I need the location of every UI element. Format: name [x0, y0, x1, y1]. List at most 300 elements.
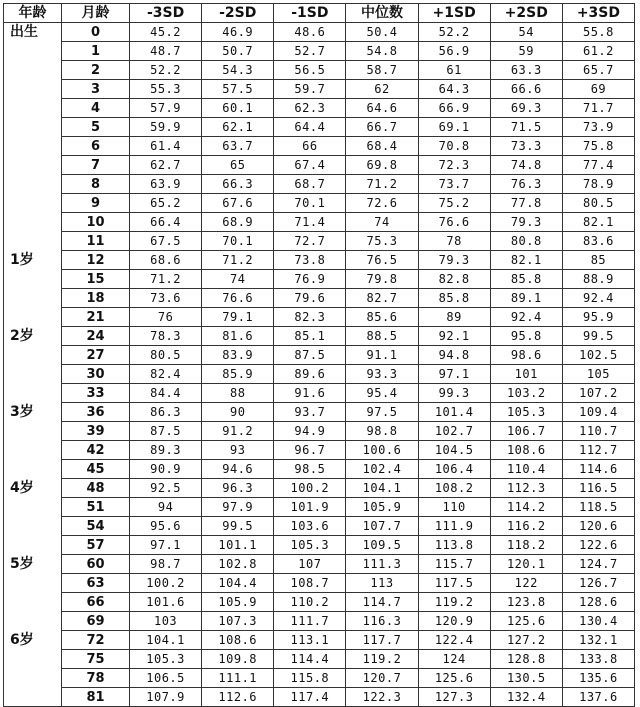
plus-3sd-cell: 118.5 [562, 498, 634, 517]
plus-1sd-cell: 75.2 [418, 194, 490, 213]
minus-2sd-cell: 76.6 [202, 289, 274, 308]
header-age: 年龄 [4, 4, 62, 23]
plus-2sd-cell: 130.5 [490, 669, 562, 688]
minus-3sd-cell: 62.7 [130, 156, 202, 175]
plus-3sd-cell: 78.9 [562, 175, 634, 194]
plus-3sd-cell: 114.6 [562, 460, 634, 479]
plus-2sd-cell: 105.3 [490, 403, 562, 422]
plus-1sd-cell: 120.9 [418, 612, 490, 631]
median-cell: 50.4 [346, 23, 418, 42]
year-cell [4, 213, 62, 232]
minus-1sd-cell: 48.6 [274, 23, 346, 42]
minus-2sd-cell: 88 [202, 384, 274, 403]
plus-3sd-cell: 61.2 [562, 42, 634, 61]
month-cell: 9 [62, 194, 130, 213]
minus-3sd-cell: 80.5 [130, 346, 202, 365]
median-cell: 91.1 [346, 346, 418, 365]
median-cell: 109.5 [346, 536, 418, 555]
month-cell: 78 [62, 669, 130, 688]
month-cell: 39 [62, 422, 130, 441]
month-cell: 7 [62, 156, 130, 175]
minus-2sd-cell: 109.8 [202, 650, 274, 669]
plus-1sd-cell: 70.8 [418, 137, 490, 156]
plus-2sd-cell: 95.8 [490, 327, 562, 346]
minus-3sd-cell: 101.6 [130, 593, 202, 612]
plus-3sd-cell: 124.7 [562, 555, 634, 574]
minus-3sd-cell: 103 [130, 612, 202, 631]
minus-2sd-cell: 46.9 [202, 23, 274, 42]
year-cell [4, 593, 62, 612]
month-cell: 69 [62, 612, 130, 631]
minus-3sd-cell: 86.3 [130, 403, 202, 422]
month-cell: 72 [62, 631, 130, 650]
year-cell: 3岁 [4, 403, 62, 422]
minus-2sd-cell: 50.7 [202, 42, 274, 61]
month-cell: 60 [62, 555, 130, 574]
median-cell: 64.6 [346, 99, 418, 118]
plus-2sd-cell: 101 [490, 365, 562, 384]
month-cell: 45 [62, 460, 130, 479]
median-cell: 104.1 [346, 479, 418, 498]
median-cell: 85.6 [346, 308, 418, 327]
minus-1sd-cell: 105.3 [274, 536, 346, 555]
plus-3sd-cell: 126.7 [562, 574, 634, 593]
minus-3sd-cell: 65.2 [130, 194, 202, 213]
plus-2sd-cell: 125.6 [490, 612, 562, 631]
table-row [4, 631, 635, 650]
plus-1sd-cell: 73.7 [418, 175, 490, 194]
table-row [4, 384, 635, 403]
plus-3sd-cell: 109.4 [562, 403, 634, 422]
minus-1sd-cell: 56.5 [274, 61, 346, 80]
plus-1sd-cell: 124 [418, 650, 490, 669]
minus-3sd-cell: 48.7 [130, 42, 202, 61]
minus-2sd-cell: 63.7 [202, 137, 274, 156]
table-row [4, 289, 635, 308]
year-cell [4, 460, 62, 479]
month-cell: 12 [62, 251, 130, 270]
plus-3sd-cell: 80.5 [562, 194, 634, 213]
minus-3sd-cell: 104.1 [130, 631, 202, 650]
month-cell: 36 [62, 403, 130, 422]
plus-2sd-cell: 114.2 [490, 498, 562, 517]
plus-2sd-cell: 76.3 [490, 175, 562, 194]
minus-1sd-cell: 66 [274, 137, 346, 156]
minus-2sd-cell: 90 [202, 403, 274, 422]
month-cell: 63 [62, 574, 130, 593]
plus-2sd-cell: 85.8 [490, 270, 562, 289]
median-cell: 82.7 [346, 289, 418, 308]
median-cell: 114.7 [346, 593, 418, 612]
plus-2sd-cell: 106.7 [490, 422, 562, 441]
month-cell: 10 [62, 213, 130, 232]
minus-2sd-cell: 99.5 [202, 517, 274, 536]
year-cell [4, 536, 62, 555]
plus-1sd-cell: 111.9 [418, 517, 490, 536]
minus-1sd-cell: 87.5 [274, 346, 346, 365]
plus-1sd-cell: 89 [418, 308, 490, 327]
plus-3sd-cell: 120.6 [562, 517, 634, 536]
median-cell: 88.5 [346, 327, 418, 346]
month-cell: 1 [62, 42, 130, 61]
minus-3sd-cell: 95.6 [130, 517, 202, 536]
median-cell: 105.9 [346, 498, 418, 517]
median-cell: 58.7 [346, 61, 418, 80]
median-cell: 74 [346, 213, 418, 232]
minus-3sd-cell: 59.9 [130, 118, 202, 137]
median-cell: 117.7 [346, 631, 418, 650]
minus-1sd-cell: 94.9 [274, 422, 346, 441]
minus-2sd-cell: 79.1 [202, 308, 274, 327]
plus-3sd-cell: 130.4 [562, 612, 634, 631]
minus-3sd-cell: 78.3 [130, 327, 202, 346]
minus-1sd-cell: 101.9 [274, 498, 346, 517]
minus-3sd-cell: 73.6 [130, 289, 202, 308]
minus-1sd-cell: 70.1 [274, 194, 346, 213]
minus-3sd-cell: 55.3 [130, 80, 202, 99]
year-cell [4, 422, 62, 441]
month-cell: 57 [62, 536, 130, 555]
header-median: 中位数 [346, 4, 418, 23]
plus-3sd-cell: 77.4 [562, 156, 634, 175]
plus-2sd-cell: 66.6 [490, 80, 562, 99]
plus-2sd-cell: 59 [490, 42, 562, 61]
plus-1sd-cell: 52.2 [418, 23, 490, 42]
minus-2sd-cell: 94.6 [202, 460, 274, 479]
plus-2sd-cell: 82.1 [490, 251, 562, 270]
median-cell: 97.5 [346, 403, 418, 422]
year-cell [4, 574, 62, 593]
minus-1sd-cell: 89.6 [274, 365, 346, 384]
plus-3sd-cell: 95.9 [562, 308, 634, 327]
minus-2sd-cell: 104.4 [202, 574, 274, 593]
table-row [4, 669, 635, 688]
year-cell: 6岁 [4, 631, 62, 650]
year-cell [4, 289, 62, 308]
minus-3sd-cell: 84.4 [130, 384, 202, 403]
table-row [4, 346, 635, 365]
year-cell: 4岁 [4, 479, 62, 498]
plus-3sd-cell: 99.5 [562, 327, 634, 346]
plus-3sd-cell: 102.5 [562, 346, 634, 365]
table-row [4, 365, 635, 384]
table-row [4, 441, 635, 460]
plus-1sd-cell: 69.1 [418, 118, 490, 137]
plus-3sd-cell: 132.1 [562, 631, 634, 650]
minus-1sd-cell: 71.4 [274, 213, 346, 232]
plus-1sd-cell: 99.3 [418, 384, 490, 403]
minus-1sd-cell: 96.7 [274, 441, 346, 460]
table-row [4, 194, 635, 213]
median-cell: 66.7 [346, 118, 418, 137]
month-cell: 3 [62, 80, 130, 99]
plus-2sd-cell: 128.8 [490, 650, 562, 669]
plus-2sd-cell: 122 [490, 574, 562, 593]
minus-2sd-cell: 71.2 [202, 251, 274, 270]
plus-1sd-cell: 56.9 [418, 42, 490, 61]
table-row [4, 42, 635, 61]
plus-3sd-cell: 88.9 [562, 270, 634, 289]
plus-2sd-cell: 92.4 [490, 308, 562, 327]
median-cell: 71.2 [346, 175, 418, 194]
table-row [4, 612, 635, 631]
median-cell: 113 [346, 574, 418, 593]
minus-3sd-cell: 105.3 [130, 650, 202, 669]
plus-3sd-cell: 85 [562, 251, 634, 270]
median-cell: 107.7 [346, 517, 418, 536]
month-cell: 51 [62, 498, 130, 517]
plus-2sd-cell: 132.4 [490, 688, 562, 707]
plus-2sd-cell: 74.8 [490, 156, 562, 175]
plus-3sd-cell: 135.6 [562, 669, 634, 688]
header-row [4, 4, 635, 23]
plus-1sd-cell: 64.3 [418, 80, 490, 99]
median-cell: 98.8 [346, 422, 418, 441]
month-cell: 27 [62, 346, 130, 365]
minus-2sd-cell: 112.6 [202, 688, 274, 707]
minus-2sd-cell: 93 [202, 441, 274, 460]
header-minus-2sd: -2SD [202, 4, 274, 23]
plus-3sd-cell: 65.7 [562, 61, 634, 80]
plus-1sd-cell: 122.4 [418, 631, 490, 650]
month-cell: 11 [62, 232, 130, 251]
year-cell: 1岁 [4, 251, 62, 270]
minus-2sd-cell: 107.3 [202, 612, 274, 631]
year-cell [4, 441, 62, 460]
month-cell: 21 [62, 308, 130, 327]
minus-3sd-cell: 90.9 [130, 460, 202, 479]
table-row [4, 555, 635, 574]
minus-2sd-cell: 65 [202, 156, 274, 175]
year-cell [4, 365, 62, 384]
month-cell: 6 [62, 137, 130, 156]
year-cell [4, 688, 62, 707]
median-cell: 72.6 [346, 194, 418, 213]
minus-3sd-cell: 92.5 [130, 479, 202, 498]
table-row [4, 213, 635, 232]
plus-3sd-cell: 75.8 [562, 137, 634, 156]
plus-2sd-cell: 110.4 [490, 460, 562, 479]
minus-2sd-cell: 62.1 [202, 118, 274, 137]
year-cell [4, 99, 62, 118]
plus-1sd-cell: 127.3 [418, 688, 490, 707]
minus-3sd-cell: 97.1 [130, 536, 202, 555]
minus-1sd-cell: 98.5 [274, 460, 346, 479]
minus-1sd-cell: 91.6 [274, 384, 346, 403]
plus-3sd-cell: 82.1 [562, 213, 634, 232]
median-cell: 111.3 [346, 555, 418, 574]
minus-3sd-cell: 98.7 [130, 555, 202, 574]
minus-1sd-cell: 113.1 [274, 631, 346, 650]
minus-2sd-cell: 57.5 [202, 80, 274, 99]
plus-1sd-cell: 97.1 [418, 365, 490, 384]
year-cell [4, 137, 62, 156]
year-cell [4, 612, 62, 631]
month-cell: 54 [62, 517, 130, 536]
minus-3sd-cell: 82.4 [130, 365, 202, 384]
minus-1sd-cell: 62.3 [274, 99, 346, 118]
table-row [4, 517, 635, 536]
minus-1sd-cell: 64.4 [274, 118, 346, 137]
month-cell: 18 [62, 289, 130, 308]
minus-3sd-cell: 71.2 [130, 270, 202, 289]
median-cell: 119.2 [346, 650, 418, 669]
plus-1sd-cell: 66.9 [418, 99, 490, 118]
table-row [4, 403, 635, 422]
plus-2sd-cell: 71.5 [490, 118, 562, 137]
minus-1sd-cell: 100.2 [274, 479, 346, 498]
plus-3sd-cell: 69 [562, 80, 634, 99]
table-row [4, 61, 635, 80]
year-cell [4, 384, 62, 403]
year-cell [4, 175, 62, 194]
plus-1sd-cell: 117.5 [418, 574, 490, 593]
minus-2sd-cell: 67.6 [202, 194, 274, 213]
month-cell: 4 [62, 99, 130, 118]
median-cell: 122.3 [346, 688, 418, 707]
minus-3sd-cell: 100.2 [130, 574, 202, 593]
table-row [4, 574, 635, 593]
header-month-age: 月龄 [62, 4, 130, 23]
median-cell: 102.4 [346, 460, 418, 479]
plus-2sd-cell: 118.2 [490, 536, 562, 555]
median-cell: 79.8 [346, 270, 418, 289]
minus-3sd-cell: 63.9 [130, 175, 202, 194]
plus-3sd-cell: 137.6 [562, 688, 634, 707]
plus-1sd-cell: 113.8 [418, 536, 490, 555]
median-cell: 62 [346, 80, 418, 99]
table-row [4, 498, 635, 517]
plus-3sd-cell: 110.7 [562, 422, 634, 441]
plus-1sd-cell: 85.8 [418, 289, 490, 308]
plus-2sd-cell: 108.6 [490, 441, 562, 460]
minus-1sd-cell: 111.7 [274, 612, 346, 631]
year-cell [4, 61, 62, 80]
minus-2sd-cell: 54.3 [202, 61, 274, 80]
minus-2sd-cell: 102.8 [202, 555, 274, 574]
minus-2sd-cell: 101.1 [202, 536, 274, 555]
plus-2sd-cell: 69.3 [490, 99, 562, 118]
plus-1sd-cell: 76.6 [418, 213, 490, 232]
minus-3sd-cell: 76 [130, 308, 202, 327]
table-row [4, 23, 635, 42]
year-cell [4, 42, 62, 61]
minus-2sd-cell: 81.6 [202, 327, 274, 346]
table-row [4, 422, 635, 441]
year-cell [4, 232, 62, 251]
plus-3sd-cell: 133.8 [562, 650, 634, 669]
plus-3sd-cell: 116.5 [562, 479, 634, 498]
minus-2sd-cell: 108.6 [202, 631, 274, 650]
median-cell: 75.3 [346, 232, 418, 251]
plus-2sd-cell: 123.8 [490, 593, 562, 612]
minus-2sd-cell: 74 [202, 270, 274, 289]
median-cell: 93.3 [346, 365, 418, 384]
table-row [4, 688, 635, 707]
table-row [4, 156, 635, 175]
minus-1sd-cell: 76.9 [274, 270, 346, 289]
plus-2sd-cell: 63.3 [490, 61, 562, 80]
year-cell [4, 156, 62, 175]
minus-3sd-cell: 61.4 [130, 137, 202, 156]
median-cell: 95.4 [346, 384, 418, 403]
median-cell: 76.5 [346, 251, 418, 270]
plus-2sd-cell: 73.3 [490, 137, 562, 156]
header-plus-3sd: +3SD [562, 4, 634, 23]
month-cell: 0 [62, 23, 130, 42]
minus-2sd-cell: 66.3 [202, 175, 274, 194]
year-cell [4, 517, 62, 536]
plus-2sd-cell: 79.3 [490, 213, 562, 232]
plus-1sd-cell: 108.2 [418, 479, 490, 498]
minus-3sd-cell: 87.5 [130, 422, 202, 441]
plus-3sd-cell: 122.6 [562, 536, 634, 555]
growth-standard-table [3, 3, 635, 707]
minus-3sd-cell: 89.3 [130, 441, 202, 460]
median-cell: 100.6 [346, 441, 418, 460]
minus-3sd-cell: 45.2 [130, 23, 202, 42]
plus-2sd-cell: 116.2 [490, 517, 562, 536]
minus-1sd-cell: 108.7 [274, 574, 346, 593]
plus-2sd-cell: 80.8 [490, 232, 562, 251]
plus-3sd-cell: 71.7 [562, 99, 634, 118]
month-cell: 66 [62, 593, 130, 612]
table-row [4, 593, 635, 612]
minus-3sd-cell: 106.5 [130, 669, 202, 688]
table-body [4, 23, 635, 707]
month-cell: 24 [62, 327, 130, 346]
minus-2sd-cell: 60.1 [202, 99, 274, 118]
minus-2sd-cell: 85.9 [202, 365, 274, 384]
plus-2sd-cell: 98.6 [490, 346, 562, 365]
minus-1sd-cell: 73.8 [274, 251, 346, 270]
plus-3sd-cell: 107.2 [562, 384, 634, 403]
plus-1sd-cell: 125.6 [418, 669, 490, 688]
table-row [4, 137, 635, 156]
plus-1sd-cell: 110 [418, 498, 490, 517]
minus-1sd-cell: 52.7 [274, 42, 346, 61]
minus-1sd-cell: 68.7 [274, 175, 346, 194]
minus-1sd-cell: 117.4 [274, 688, 346, 707]
plus-3sd-cell: 105 [562, 365, 634, 384]
plus-1sd-cell: 115.7 [418, 555, 490, 574]
plus-2sd-cell: 54 [490, 23, 562, 42]
year-cell [4, 194, 62, 213]
year-cell: 5岁 [4, 555, 62, 574]
year-cell [4, 346, 62, 365]
plus-3sd-cell: 73.9 [562, 118, 634, 137]
month-cell: 8 [62, 175, 130, 194]
minus-1sd-cell: 107 [274, 555, 346, 574]
median-cell: 68.4 [346, 137, 418, 156]
plus-1sd-cell: 61 [418, 61, 490, 80]
minus-2sd-cell: 111.1 [202, 669, 274, 688]
minus-3sd-cell: 52.2 [130, 61, 202, 80]
plus-2sd-cell: 120.1 [490, 555, 562, 574]
minus-3sd-cell: 68.6 [130, 251, 202, 270]
plus-1sd-cell: 79.3 [418, 251, 490, 270]
table-row [4, 118, 635, 137]
year-cell [4, 80, 62, 99]
minus-2sd-cell: 96.3 [202, 479, 274, 498]
month-cell: 75 [62, 650, 130, 669]
minus-3sd-cell: 94 [130, 498, 202, 517]
minus-1sd-cell: 59.7 [274, 80, 346, 99]
minus-3sd-cell: 57.9 [130, 99, 202, 118]
month-cell: 42 [62, 441, 130, 460]
plus-2sd-cell: 127.2 [490, 631, 562, 650]
table-row [4, 479, 635, 498]
